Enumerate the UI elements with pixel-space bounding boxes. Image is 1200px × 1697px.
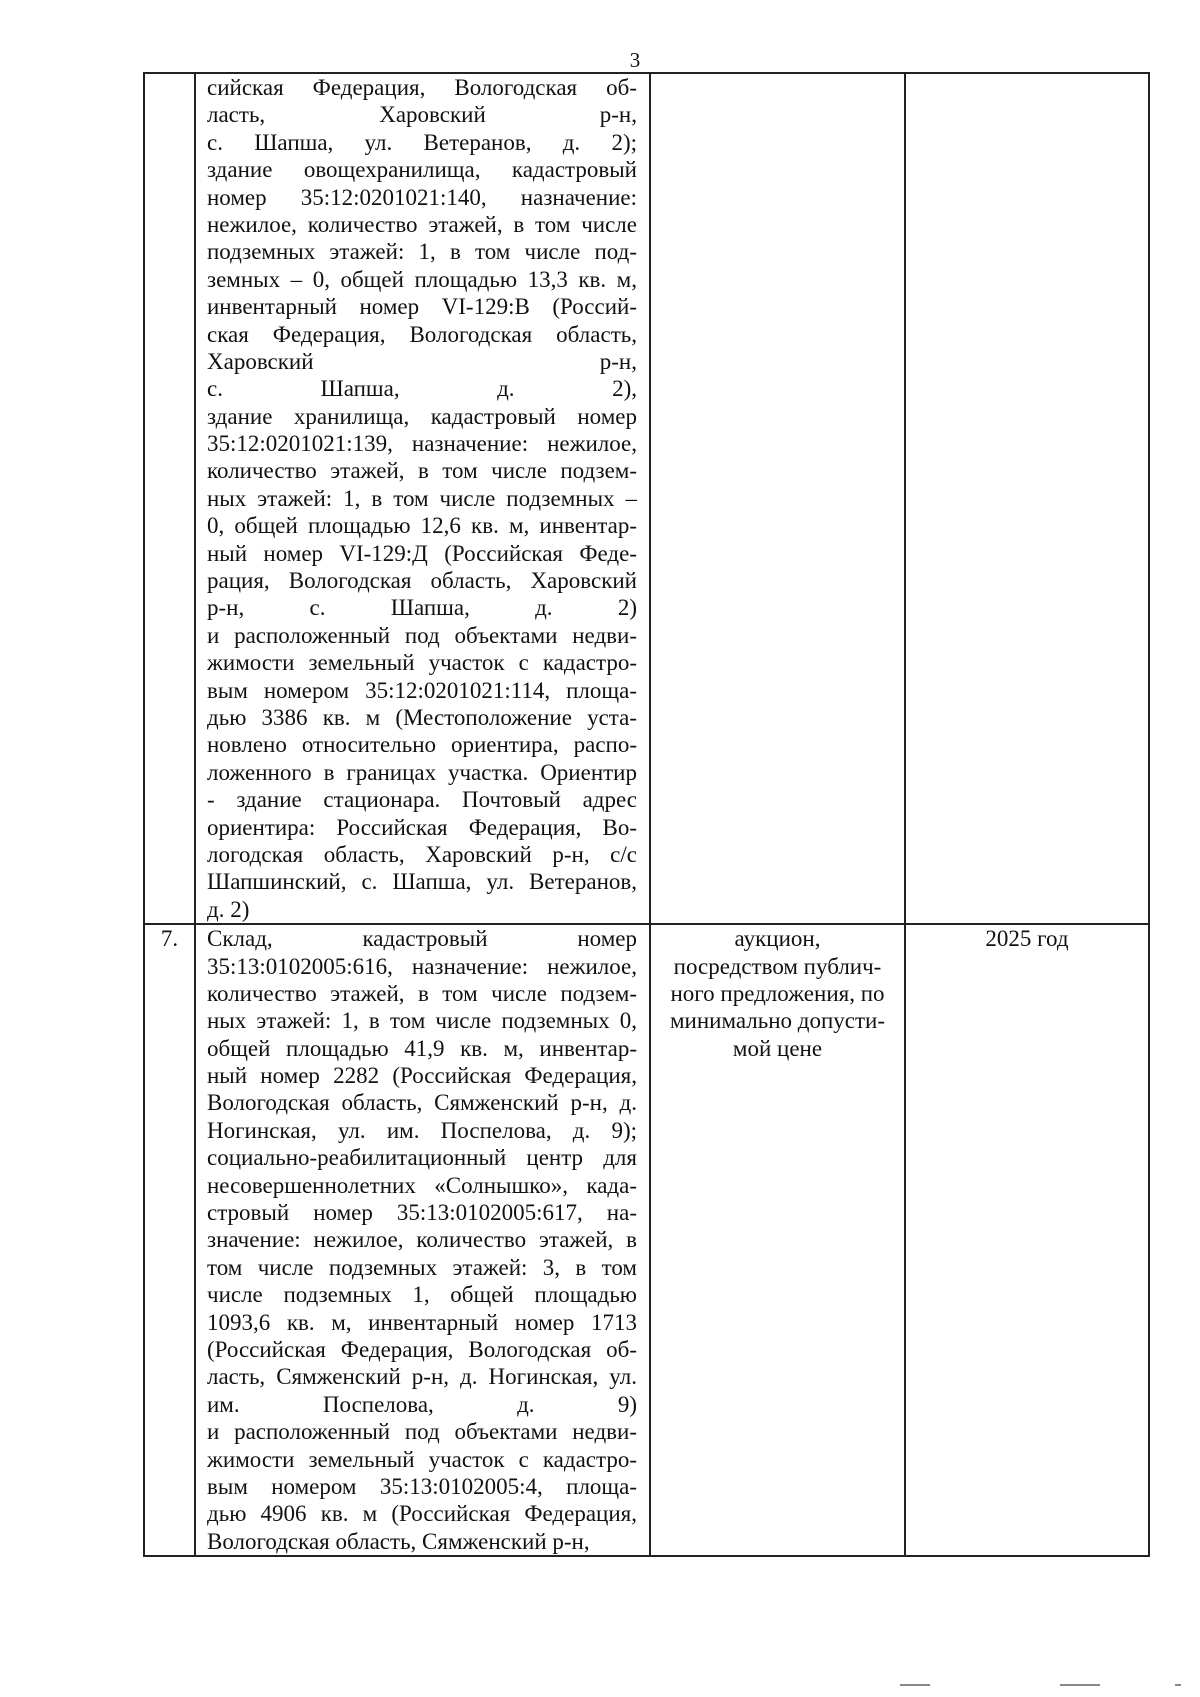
description-line: инвентарный номер VI-129:В (Россий- bbox=[207, 294, 637, 320]
description-line: дью 4906 кв. м (Российская Федерация, bbox=[207, 1501, 637, 1527]
privatization-method bbox=[650, 924, 905, 1556]
description-line: им. Поспелова, д. 9) bbox=[207, 1391, 637, 1417]
row-number: 7. bbox=[144, 924, 195, 1556]
description-line: 0, общей площадью 12,6 кв. м, инвентар- bbox=[207, 513, 637, 539]
description-line: д. 2) bbox=[207, 896, 250, 922]
description-line: том числе подземных этажей: 3, в том bbox=[207, 1254, 637, 1280]
description-line: дью 3386 кв. м (Местоположение уста- bbox=[207, 704, 637, 730]
description-line: количество этажей, в том числе подзем- bbox=[207, 458, 637, 484]
privatization-method bbox=[650, 73, 905, 924]
description-line: жимости земельный участок с кадастро- bbox=[207, 1446, 637, 1472]
description-line: (Российская Федерация, Вологодская об- bbox=[207, 1336, 637, 1362]
property-table bbox=[143, 72, 1150, 1557]
description-line: здание овощехранилища, кадастровый bbox=[207, 157, 637, 183]
method-line: минимально допусти- bbox=[669, 1008, 886, 1034]
description-line: новлено относительно ориентира, распо- bbox=[207, 732, 637, 758]
description-line: числе подземных 1, общей площадью bbox=[207, 1282, 637, 1308]
description-line: Склад, кадастровый номер bbox=[207, 926, 637, 952]
privatization-year: 2025 год bbox=[905, 924, 1149, 1556]
description-line: с. Шапша, ул. Ветеранов, д. 2); bbox=[207, 129, 637, 155]
description-line: - здание стационара. Почтовый адрес bbox=[207, 787, 637, 813]
description-line: Ногинская, ул. им. Поспелова, д. 9); bbox=[207, 1117, 637, 1143]
method-line: ного предложения, по bbox=[670, 980, 885, 1006]
description-line: Вологодская область, Сямженский р-н, д. bbox=[207, 1090, 637, 1116]
description-line: ных этажей: 1, в том числе подземных 0, bbox=[207, 1008, 637, 1034]
description-line: социально-реабилитационный центр для bbox=[207, 1145, 637, 1171]
description-line: с. Шапша, д. 2), bbox=[207, 376, 637, 402]
object-description bbox=[195, 73, 650, 924]
page-number: 3 bbox=[629, 48, 641, 72]
description-line: Шапшинский, с. Шапша, ул. Ветеранов, bbox=[207, 869, 637, 895]
description-line: вым номером 35:12:0201021:114, площа- bbox=[207, 677, 637, 703]
description-line: номер 35:12:0201021:140, назначение: bbox=[207, 184, 637, 210]
description-line: общей площадью 41,9 кв. м, инвентар- bbox=[207, 1035, 637, 1061]
description-line: р-н, с. Шапша, д. 2) bbox=[207, 595, 637, 621]
description-line: нежилое, количество этажей, в том числе bbox=[207, 211, 637, 237]
description-line: ложенного в границах участка. Ориентир bbox=[207, 759, 637, 785]
description-line: жимости земельный участок с кадастро- bbox=[207, 650, 637, 676]
description-line: количество этажей, в том числе подзем- bbox=[207, 980, 637, 1006]
description-line: ласть, Сямженский р-н, д. Ногинская, ул. bbox=[207, 1364, 637, 1390]
method-line: аукцион, bbox=[734, 926, 821, 952]
description-line: сийская Федерация, Вологодская об- bbox=[207, 75, 637, 100]
description-line: несовершеннолетних «Солнышко», када- bbox=[207, 1172, 637, 1198]
scan-artifacts bbox=[900, 1684, 1190, 1690]
method-line: мой цене bbox=[732, 1035, 823, 1061]
method-line: посредством публич- bbox=[673, 953, 882, 979]
description-line: 35:12:0201021:139, назначение: нежилое, bbox=[207, 431, 637, 457]
description-line: 1093,6 кв. м, инвентарный номер 1713 bbox=[207, 1309, 637, 1335]
description-line: ных этажей: 1, в том числе подземных – bbox=[207, 485, 637, 511]
table-row bbox=[144, 924, 1149, 1556]
description-line: рация, Вологодская область, Харовский bbox=[207, 568, 637, 594]
description-line: ская Федерация, Вологодская область, bbox=[207, 321, 637, 347]
description-line: стровый номер 35:13:0102005:617, на- bbox=[207, 1200, 637, 1226]
object-description bbox=[195, 924, 650, 1556]
description-line: ный номер 2282 (Российская Федерация, bbox=[207, 1063, 637, 1089]
description-line: ласть, Харовский р-н, bbox=[207, 102, 637, 128]
description-line: значение: нежилое, количество этажей, в bbox=[207, 1227, 637, 1253]
description-line: ориентира: Российская Федерация, Во- bbox=[207, 814, 637, 840]
table-row bbox=[144, 73, 1149, 924]
description-line: вым номером 35:13:0102005:4, площа- bbox=[207, 1473, 637, 1499]
description-line: Харовский р-н, bbox=[207, 348, 637, 374]
privatization-year bbox=[905, 73, 1149, 924]
description-line: и расположенный под объектами недви- bbox=[207, 622, 637, 648]
description-line: 35:13:0102005:616, назначение: нежилое, bbox=[207, 953, 637, 979]
description-line: здание хранилища, кадастровый номер bbox=[207, 403, 637, 429]
description-line: логодская область, Харовский р-н, с/с bbox=[207, 841, 637, 867]
row-number bbox=[144, 73, 195, 924]
description-line: и расположенный под объектами недви- bbox=[207, 1419, 637, 1445]
description-line: подземных этажей: 1, в том числе под- bbox=[207, 239, 637, 265]
description-line: ный номер VI-129:Д (Российская Феде- bbox=[207, 540, 637, 566]
description-line: земных – 0, общей площадью 13,3 кв. м, bbox=[207, 266, 637, 292]
description-line: Вологодская область, Сямженский р-н, bbox=[207, 1528, 590, 1554]
